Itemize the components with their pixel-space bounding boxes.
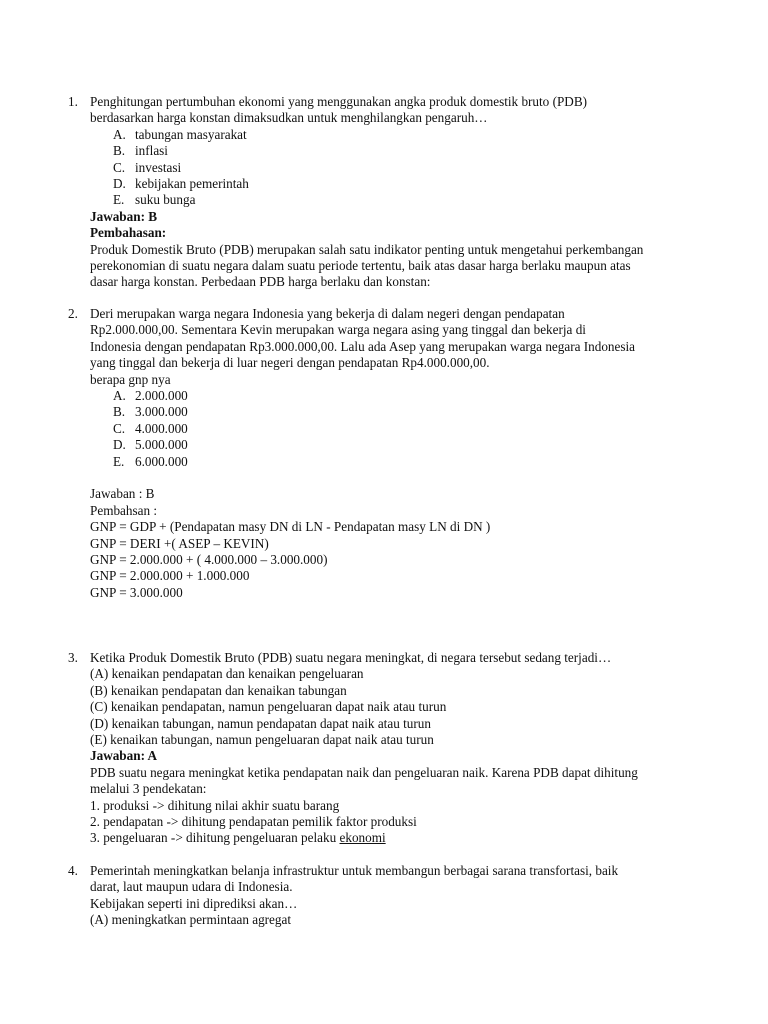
option-item: B. 3.000.000	[113, 404, 188, 420]
ekonomi-link[interactable]: ekonomi	[339, 830, 386, 846]
question-text-line: Penghitungan pertumbuhan ekonomi yang menggunakan angka produk domestik bruto (PDB)	[90, 94, 588, 109]
discussion-line: Produk Domestik Bruto (PDB) merupakan salah satu indikator penting untuk mengetahui perkembangan	[90, 241, 644, 257]
question-text-line: Ketika Produk Domestik Bruto (PDB) suatu negara meningkat, di negara tersebut sedang terjadi…	[90, 650, 612, 665]
discussion-line: GNP = DERI +( ASEP – KEVIN)	[90, 535, 269, 551]
question-number: 1.	[68, 94, 78, 109]
discussion-line: PDB suatu negara meningkat ketika pendapatan naik dan pengeluaran naik. Karena PDB dapat dihitung	[90, 764, 638, 780]
question-3	[68, 650, 678, 847]
question-text-line: berdasarkan harga konstan dimaksudkan untuk menghilangkan pengaruh…	[90, 110, 488, 126]
discussion-line: dasar harga konstan. Perbedaan PDB harga berlaku dan konstan:	[90, 274, 431, 290]
option-item: (B) kenaikan pendapatan dan kenaikan tabungan	[90, 682, 347, 698]
discussion-line: 1. produksi -> dihitung nilai akhir suatu barang	[90, 797, 340, 813]
question-number: 4.	[68, 863, 78, 878]
question-text-line: Deri merupakan warga negara Indonesia yang bekerja di dalam negeri dengan pendapatan	[90, 306, 565, 321]
answer-label: Jawaban: A	[90, 748, 158, 764]
discussion-label: Pembahasan:	[90, 225, 167, 241]
answer-label: Jawaban : B	[90, 486, 155, 502]
option-item: (E) kenaikan tabungan, namun pengeluaran dapat naik atau turun	[90, 732, 434, 748]
question-text-line: Pemerintah meningkatkan belanja infrastruktur untuk membangun berbagai sarana transfortasi, baik	[90, 863, 619, 878]
question-1	[68, 94, 678, 291]
question-text-line: berapa gnp nya	[90, 371, 171, 387]
discussion-line: melalui 3 pendekatan:	[90, 781, 207, 797]
question-2	[68, 306, 678, 601]
discussion-line: GNP = 2.000.000 + ( 4.000.000 – 3.000.000)	[90, 552, 328, 568]
option-item: (A) meningkatkan permintaan agregat	[90, 912, 292, 928]
question-text-line: yang tinggal dan bekerja di luar negeri dengan pendapatan Rp4.000.000,00.	[90, 355, 490, 371]
discussion-line: 2. pendapatan -> dihitung pendapatan pemilik faktor produksi	[90, 814, 417, 830]
option-item: C. investasi	[113, 159, 182, 175]
option-item: (A) kenaikan pendapatan dan kenaikan pengeluaran	[90, 666, 364, 682]
option-item: E. 6.000.000	[113, 453, 188, 469]
option-item: A. 2.000.000	[113, 388, 188, 404]
option-item: B. inflasi	[113, 143, 168, 159]
question-number: 3.	[68, 650, 78, 665]
answer-label: Jawaban: B	[90, 208, 158, 224]
option-item: (C) kenaikan pendapatan, namun pengeluaran dapat naik atau turun	[90, 699, 447, 715]
discussion-label: Pembahsan :	[90, 502, 158, 518]
discussion-line: perekonomian di suatu negara dalam suatu periode tertentu, baik atas dasar harga berlaku maupun atas	[90, 258, 631, 274]
question-text-line: Indonesia dengan pendapatan Rp3.000.000,00. Lalu ada Asep yang merupakan warga negara Indonesia	[90, 338, 636, 354]
option-item: D. kebijakan pemerintah	[113, 176, 249, 192]
question-number: 2.	[68, 306, 78, 321]
question-text-line: Rp2.000.000,00. Sementara Kevin merupakan warga negara asing yang tinggal dan bekerja di	[90, 322, 586, 338]
option-item: D. 5.000.000	[113, 437, 188, 453]
option-item: C. 4.000.000	[113, 420, 188, 436]
question-text-line: darat, laut maupun udara di Indonesia.	[90, 879, 293, 895]
option-item: (D) kenaikan tabungan, namun pendapatan dapat naik atau turun	[90, 715, 431, 731]
options-list	[113, 388, 678, 470]
discussion-line: GNP = 2.000.000 + 1.000.000	[90, 568, 250, 584]
question-text-line: Kebijakan seperti ini diprediksi akan…	[90, 895, 298, 911]
discussion-line: GNP = 3.000.000	[90, 584, 183, 600]
discussion-line: GNP = GDP + (Pendapatan masy DN di LN - Pendapatan masy LN di DN )	[90, 519, 491, 535]
option-item: A. tabungan masyarakat	[113, 126, 247, 142]
options-list	[113, 127, 678, 209]
question-4	[68, 863, 678, 929]
option-item: E. suku bunga	[113, 192, 196, 208]
discussion-line: 3. pengeluaran -> dihitung pengeluaran pelaku ekonomi	[90, 830, 386, 846]
